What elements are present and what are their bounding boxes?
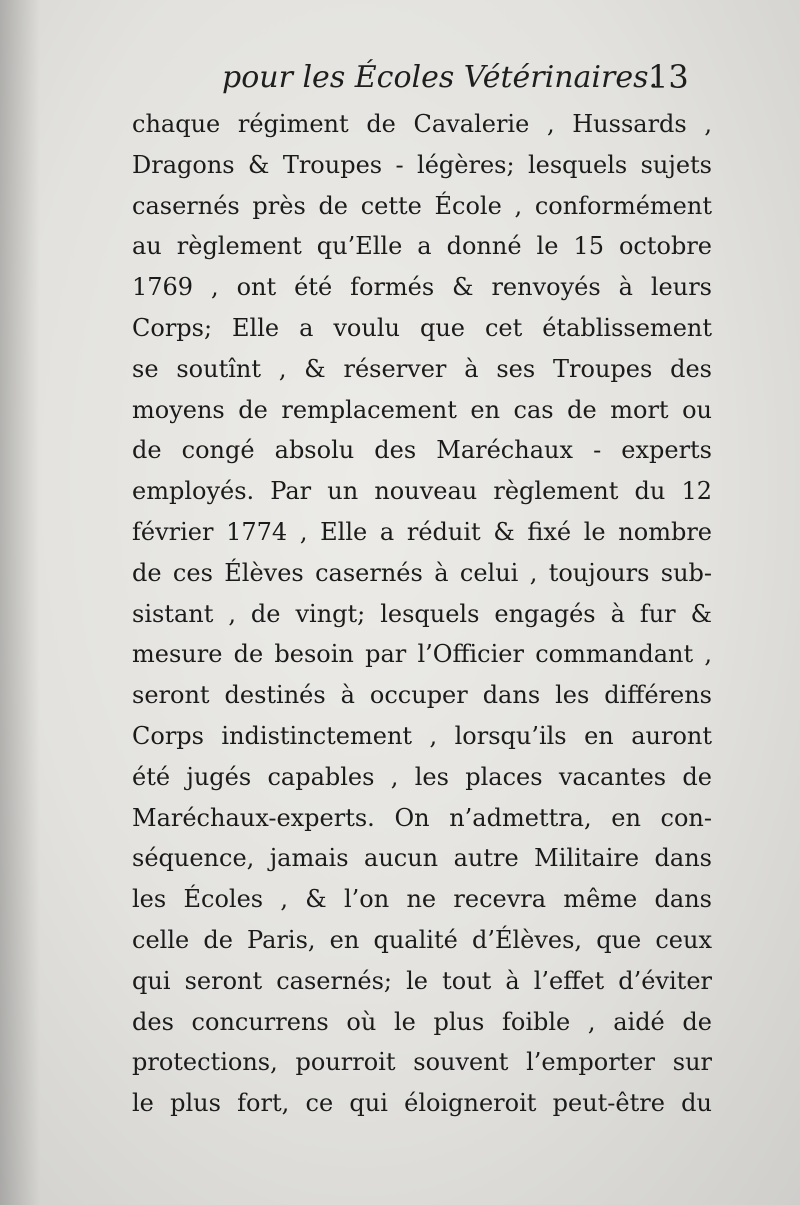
text-line: le plus fort, ce qui éloigneroit peut-être du <box>132 1089 712 1118</box>
text-line: de congé absolu des Maréchaux - experts <box>132 436 712 465</box>
text-line: se soutînt , & réserver à ses Troupes des <box>132 354 712 383</box>
text-line: février 1774 , Elle a réduit & fixé le nombre <box>132 517 712 546</box>
text-line: été jugés capables , les places vacantes de <box>132 762 712 791</box>
text-line: Corps; Elle a voulu que cet établissement <box>132 313 712 342</box>
text-line: Corps indistinctement , lorsqu’ils en auront <box>132 721 712 750</box>
text-line: celle de Paris, en qualité d’Élèves, que ceux <box>132 925 712 954</box>
text-line: Maréchaux-experts. On n’admettra, en con- <box>132 803 712 832</box>
text-line: Dragons & Troupes - légères; lesquels sujets <box>132 150 712 179</box>
text-line: les Écoles , & l’on ne recevra même dans <box>132 885 712 914</box>
body-text <box>132 104 712 1124</box>
text-line: de ces Élèves casernés à celui , toujours sub- <box>132 558 712 587</box>
text-line: protections, pourroit souvent l’emporter sur <box>132 1048 712 1077</box>
text-line: seront destinés à occuper dans les différens <box>132 681 712 710</box>
page-number: 13 <box>648 58 689 96</box>
text-line: au règlement qu’Elle a donné le 15 octobre <box>132 232 712 261</box>
text-line: des concurrens où le plus foible , aidé de <box>132 1007 712 1036</box>
text-line: séquence, jamais aucun autre Militaire dans <box>132 844 712 873</box>
text-line: mesure de besoin par l’Officier commandant , <box>132 640 712 669</box>
text-line: 1769 , ont été formés & renvoyés à leurs <box>132 273 712 302</box>
text-line: moyens de remplacement en cas de mort ou <box>132 395 712 424</box>
text-line: qui seront casernés; le tout à l’effet d’éviter <box>132 966 712 995</box>
text-line: sistant , de vingt; lesquels engagés à fur & <box>132 599 712 628</box>
running-head-title: pour les Écoles Vétérinaires. <box>222 60 659 95</box>
text-line: casernés près de cette École , conformément <box>132 191 712 220</box>
running-head <box>0 52 800 102</box>
text-line: employés. Par un nouveau règlement du 12 <box>132 477 712 506</box>
gutter-shadow <box>0 0 40 1205</box>
text-line: chaque régiment de Cavalerie , Hussards , <box>132 110 712 138</box>
